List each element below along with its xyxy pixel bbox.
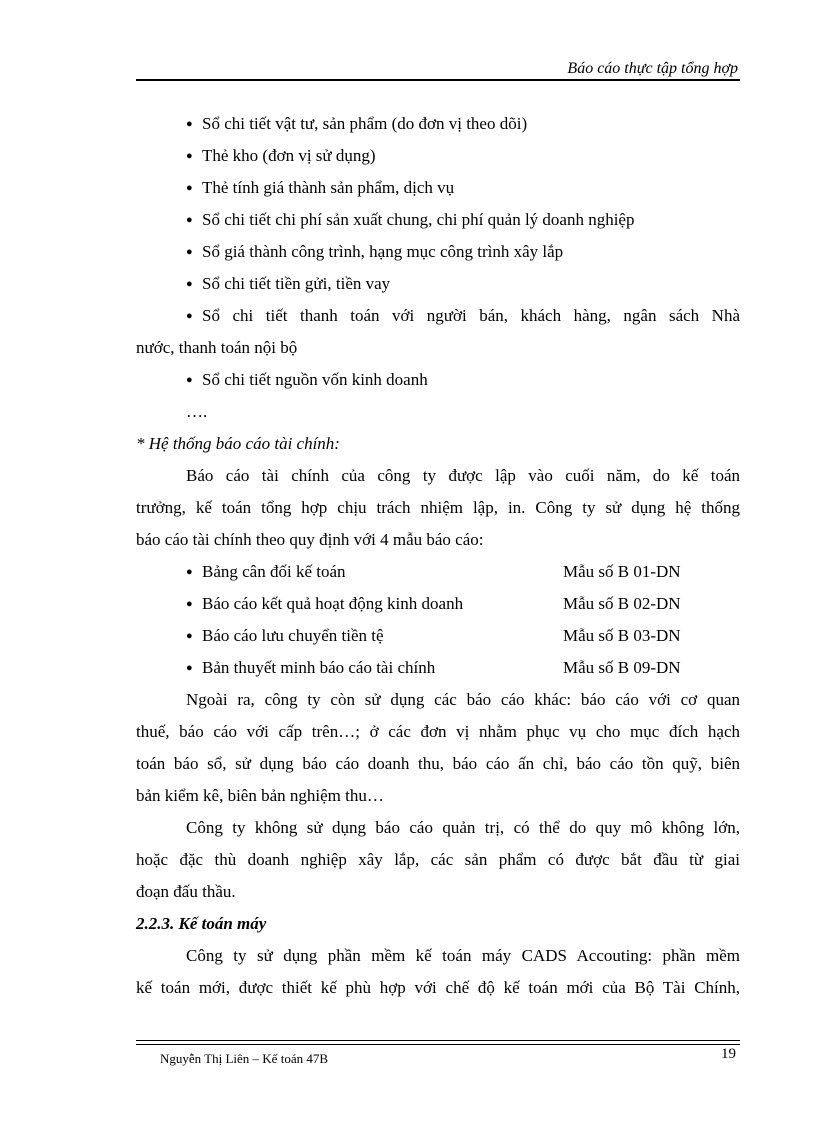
report-form-row xyxy=(136,652,740,684)
bullet-icon: ● xyxy=(186,118,193,130)
paragraph-line: toán báo sổ, sử dụng báo cáo doanh thu, báo cáo ấn chỉ, báo cáo tồn quỹ, biên xyxy=(136,754,740,773)
bullet-icon: ● xyxy=(186,150,193,162)
footer-author: Nguyễn Thị Liên – Kế toán 47B xyxy=(160,1051,329,1066)
paragraph-line: trưởng, kế toán tổng hợp chịu trách nhiệm lập, in. Công ty sử dụng hệ thống xyxy=(136,498,740,517)
report-form-code: Mẫu số B 09-DN xyxy=(563,658,681,677)
list-item xyxy=(136,300,740,332)
paragraph-line: kế toán mới, được thiết kế phù hợp với chế độ kế toán mới của Bộ Tài Chính, xyxy=(136,978,740,997)
ledger-item-text: Sổ giá thành công trình, hạng mục công trình xây lắp xyxy=(202,242,564,261)
ledger-item-text: Sổ chi tiết chi phí sản xuất chung, chi phí quản lý doanh nghiệp xyxy=(202,210,635,229)
bullet-icon: ● xyxy=(186,374,193,386)
list-item-continuation: nước, thanh toán nội bộ xyxy=(136,338,298,357)
document-body xyxy=(136,108,740,1004)
report-form-code: Mẫu số B 01-DN xyxy=(563,562,681,581)
report-form-name: Bảng cân đối kế toán xyxy=(202,562,346,581)
paragraph-line: hoặc đặc thù doanh nghiệp xây lắp, các sản phẩm có được bắt đầu từ giai xyxy=(136,850,740,869)
paragraph-line: Báo cáo tài chính của công ty được lập vào cuối năm, do kế toán xyxy=(186,466,740,485)
report-form-row xyxy=(136,556,740,588)
paragraph-line: đoạn đấu thầu. xyxy=(136,882,236,901)
report-form-code: Mẫu số B 02-DN xyxy=(563,594,681,613)
section-heading: 2.2.3. Kế toán máy xyxy=(136,914,267,933)
list-item xyxy=(136,204,740,236)
paragraph-line: bản kiểm kê, biên bản nghiệm thu… xyxy=(136,786,384,805)
report-form-row xyxy=(136,588,740,620)
report-form-name: Báo cáo kết quả hoạt động kinh doanh xyxy=(202,594,464,613)
report-form-row xyxy=(136,620,740,652)
list-item xyxy=(136,268,740,300)
header-divider xyxy=(136,79,740,81)
bullet-icon: ● xyxy=(186,598,193,610)
report-form-name: Báo cáo lưu chuyển tiền tệ xyxy=(202,626,384,645)
footer-divider-secondary xyxy=(136,1044,740,1045)
list-item xyxy=(136,172,740,204)
ledger-item-text: Sổ chi tiết vật tư, sản phẩm (do đơn vị theo dõi) xyxy=(202,114,528,133)
bullet-icon: ● xyxy=(186,246,193,258)
financial-reports-heading: * Hệ thống báo cáo tài chính: xyxy=(136,434,340,453)
bullet-icon: ● xyxy=(186,278,193,290)
ledger-item-text: Sổ chi tiết nguồn vốn kinh doanh xyxy=(202,370,428,389)
bullet-icon: ● xyxy=(186,182,193,194)
ledger-item-text: Thẻ kho (đơn vị sử dụng) xyxy=(202,146,376,165)
footer-divider xyxy=(136,1040,740,1041)
paragraph-line: báo cáo tài chính theo quy định với 4 mẫu báo cáo: xyxy=(136,530,484,549)
bullet-icon: ● xyxy=(186,566,193,578)
paragraph-line: thuế, báo cáo với cấp trên…; ở các đơn vị nhằm phục vụ cho mục đích hạch xyxy=(136,722,740,741)
ledger-item-text: Sổ chi tiết tiền gửi, tiền vay xyxy=(202,274,391,293)
bullet-icon: ● xyxy=(186,310,193,322)
bullet-icon: ● xyxy=(186,214,193,226)
bullet-icon: ● xyxy=(186,662,193,674)
list-item xyxy=(136,236,740,268)
paragraph-line: Công ty không sử dụng báo cáo quản trị, có thể do quy mô không lớn, xyxy=(186,818,740,837)
list-item xyxy=(136,108,740,140)
bullet-icon: ● xyxy=(186,630,193,642)
paragraph-line: Công ty sử dụng phần mềm kế toán máy CADS Accouting: phần mềm xyxy=(186,946,740,965)
ledger-item-text: Sổ chi tiết thanh toán với người bán, khách hàng, ngân sách Nhà xyxy=(202,306,740,325)
report-form-name: Bản thuyết minh báo cáo tài chính xyxy=(202,658,436,677)
page-header-title: Báo cáo thực tập tổng hợp xyxy=(567,60,738,77)
report-form-code: Mẫu số B 03-DN xyxy=(563,626,681,645)
ledger-item-text: Thẻ tính giá thành sản phẩm, dịch vụ xyxy=(202,178,455,197)
list-item xyxy=(136,364,740,396)
list-item xyxy=(136,140,740,172)
ellipsis: …. xyxy=(186,402,208,421)
paragraph-line: Ngoài ra, công ty còn sử dụng các báo cáo khác: báo cáo với cơ quan xyxy=(186,690,740,709)
page-number: 19 xyxy=(721,1046,736,1062)
